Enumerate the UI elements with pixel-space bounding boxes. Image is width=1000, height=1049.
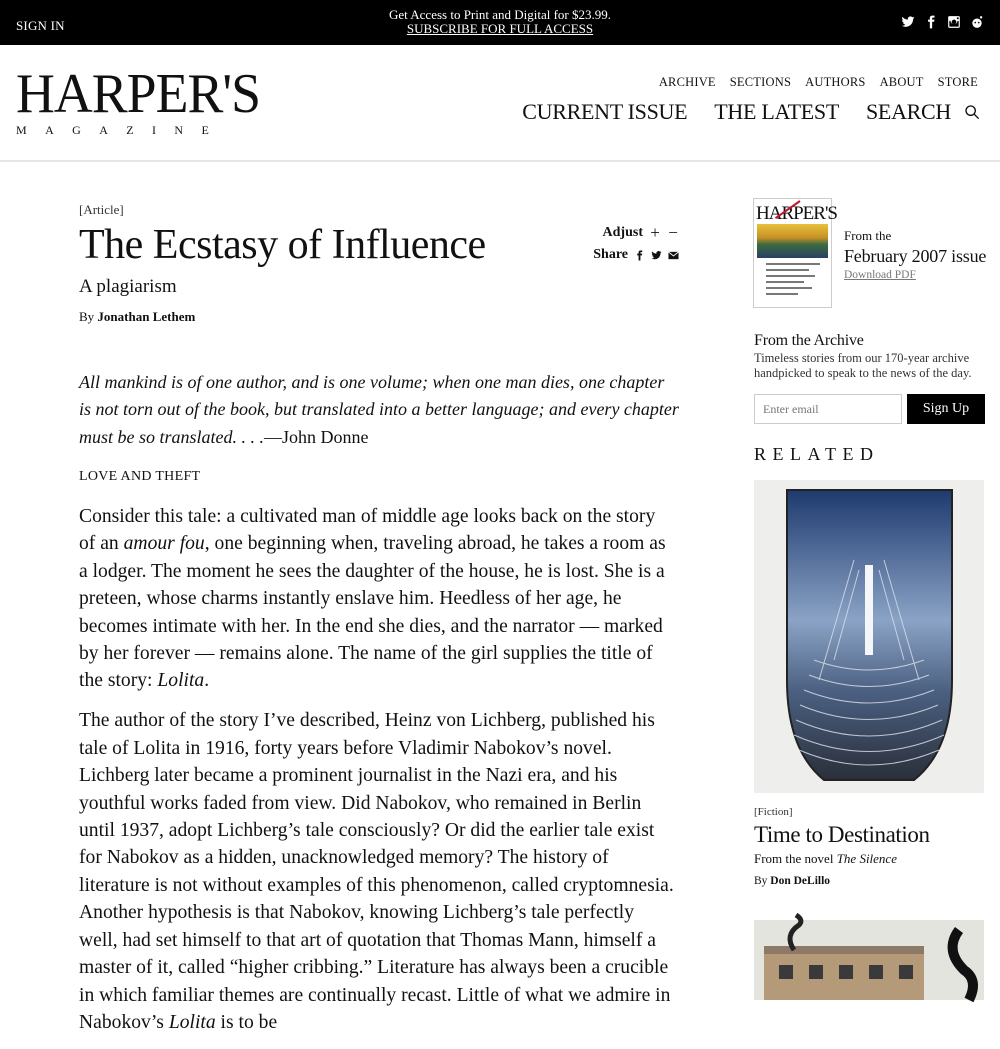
epigraph-text: All mankind is of one author, and is one volume; when one man dies, one chapter is not torn out of the book, but translated into a better language; and every chapter must be so translated. . . .: [79, 372, 679, 447]
instagram-icon[interactable]: [947, 15, 961, 29]
issue-link[interactable]: February 2007 issue: [844, 246, 987, 266]
byline-prefix: By: [79, 309, 95, 324]
nav-search[interactable]: SEARCH: [866, 99, 951, 124]
related-author-link[interactable]: Don DeLillo: [770, 875, 831, 887]
article-subtitle: A plagiarism: [79, 276, 177, 297]
share-label: Share: [593, 247, 628, 262]
search-icon[interactable]: [978, 104, 980, 120]
paragraph: The author of the story I’ve described, Heinz von Lichberg, published his tale of Lolita in 1916, forty years before Vladimir Nabokov’s novel. Lichberg later became a prominent journalist in the Nazi era, and his youthful works faded from view. Did Nabokov, who remained in Berlin until 1937, adopt Lichberg’s tale consciously? Or did the earlier tale exist for Nabokov as a hidden, unacknowledged memory? The history of literature is not without examples of this phenomenon, called cryptomnesia. Another hypothesis is that Nabokov, knowing Lichberg’s tale perfectly well, had set himself to that art of quotation that Thomas Mann, himself a master of it, called “higher cribbing.” Literature has always been a crucible in which familiar themes are continually recast. Little of what we admire in Nabokov’s Lolita is to be: [79, 710, 674, 1033]
article-body: [79, 503, 675, 1049]
nav-about[interactable]: ABOUT: [879, 75, 924, 89]
article-kicker[interactable]: [Article]: [79, 202, 124, 217]
main-nav: [522, 99, 980, 125]
twitter-icon[interactable]: [901, 15, 915, 29]
decrease-font-button[interactable]: −: [668, 223, 678, 242]
sign-up-button[interactable]: Sign Up: [907, 394, 985, 424]
adjust-label: Adjust: [602, 225, 643, 240]
nav-sections[interactable]: SECTIONS: [729, 75, 792, 89]
increase-font-button[interactable]: +: [650, 223, 660, 242]
nav-authors[interactable]: AUTHORS: [805, 75, 866, 89]
related-article-image[interactable]: [754, 480, 984, 793]
related-heading: RELATED: [754, 444, 880, 464]
article-header: [79, 202, 679, 325]
nav-archive[interactable]: ARCHIVE: [658, 75, 716, 89]
cover-illustration: [757, 224, 828, 258]
related-article-image-2[interactable]: [754, 920, 984, 1000]
promo-offer: Get Access to Print and Digital for $23.99.: [388, 7, 612, 22]
harpers-logo[interactable]: [16, 63, 261, 138]
article-tools: [593, 222, 679, 266]
nav-store[interactable]: STORE: [937, 75, 978, 89]
share-twitter-icon[interactable]: [651, 250, 662, 261]
social-links: [901, 15, 984, 29]
related-title[interactable]: Time to Destination: [754, 822, 930, 847]
related-subtitle: From the novel The Silence: [754, 851, 897, 866]
archive-promo: [754, 332, 994, 381]
logo-subtitle: MAGAZINE: [16, 123, 228, 137]
promo-bar: [0, 0, 1000, 45]
cover-headlines: [766, 263, 820, 299]
archive-description: Timeless stories from our 170-year archive handpicked to speak to the news of the day.: [754, 351, 972, 380]
site-header: [0, 45, 1000, 162]
share-email-icon[interactable]: [668, 250, 679, 261]
share-row: [593, 244, 679, 266]
subscribe-link[interactable]: SUBSCRIBE FOR FULL ACCESS: [406, 21, 594, 36]
email-input[interactable]: [754, 394, 902, 424]
promo-text: [0, 8, 1000, 36]
from-issue: [844, 228, 986, 281]
related-byline-prefix: By: [754, 875, 768, 887]
download-pdf-link[interactable]: Download PDF: [844, 269, 916, 281]
logo-wordmark: HARPER'S: [16, 63, 261, 125]
epigraph-attribution: —John Donne: [264, 426, 369, 447]
byline: [79, 309, 679, 325]
cover-title: HARPER'S: [756, 203, 837, 224]
epigraph: [79, 369, 679, 451]
archive-heading: From the Archive: [754, 332, 864, 349]
related-byline: [754, 875, 830, 887]
paragraph: Consider this tale: a cultivated man of middle age looks back on the story of an amour fou, one beginning when, traveling abroad, he takes a room as a lodger. The moment he sees the daughter of the house, he is lost. She is a preteen, whose charms instantly enslave him. Heedless of her age, he becomes intimate with her. In the end she dies, and the narrator — marked by her forever — remains alone. The name of the girl supplies the title of the story: Lolita.: [79, 506, 666, 692]
article-title: The Ecstasy of Influence: [79, 222, 486, 268]
section-heading: LOVE AND THEFT: [79, 469, 201, 484]
nav-current-issue[interactable]: CURRENT ISSUE: [522, 99, 688, 124]
share-facebook-icon[interactable]: [634, 250, 645, 261]
newsletter-signup: [754, 394, 985, 424]
nav-the-latest[interactable]: THE LATEST: [714, 99, 839, 124]
utility-nav: [659, 75, 978, 90]
sign-in-link[interactable]: SIGN IN: [16, 18, 65, 33]
adjust-row: [593, 222, 679, 244]
issue-cover-thumbnail[interactable]: [753, 198, 837, 308]
reddit-icon[interactable]: [970, 15, 984, 29]
facebook-icon[interactable]: [924, 15, 938, 29]
related-kicker[interactable]: [Fiction]: [754, 806, 793, 818]
author-link[interactable]: Jonathan Lethem: [97, 309, 196, 324]
from-label: From the: [844, 228, 892, 243]
